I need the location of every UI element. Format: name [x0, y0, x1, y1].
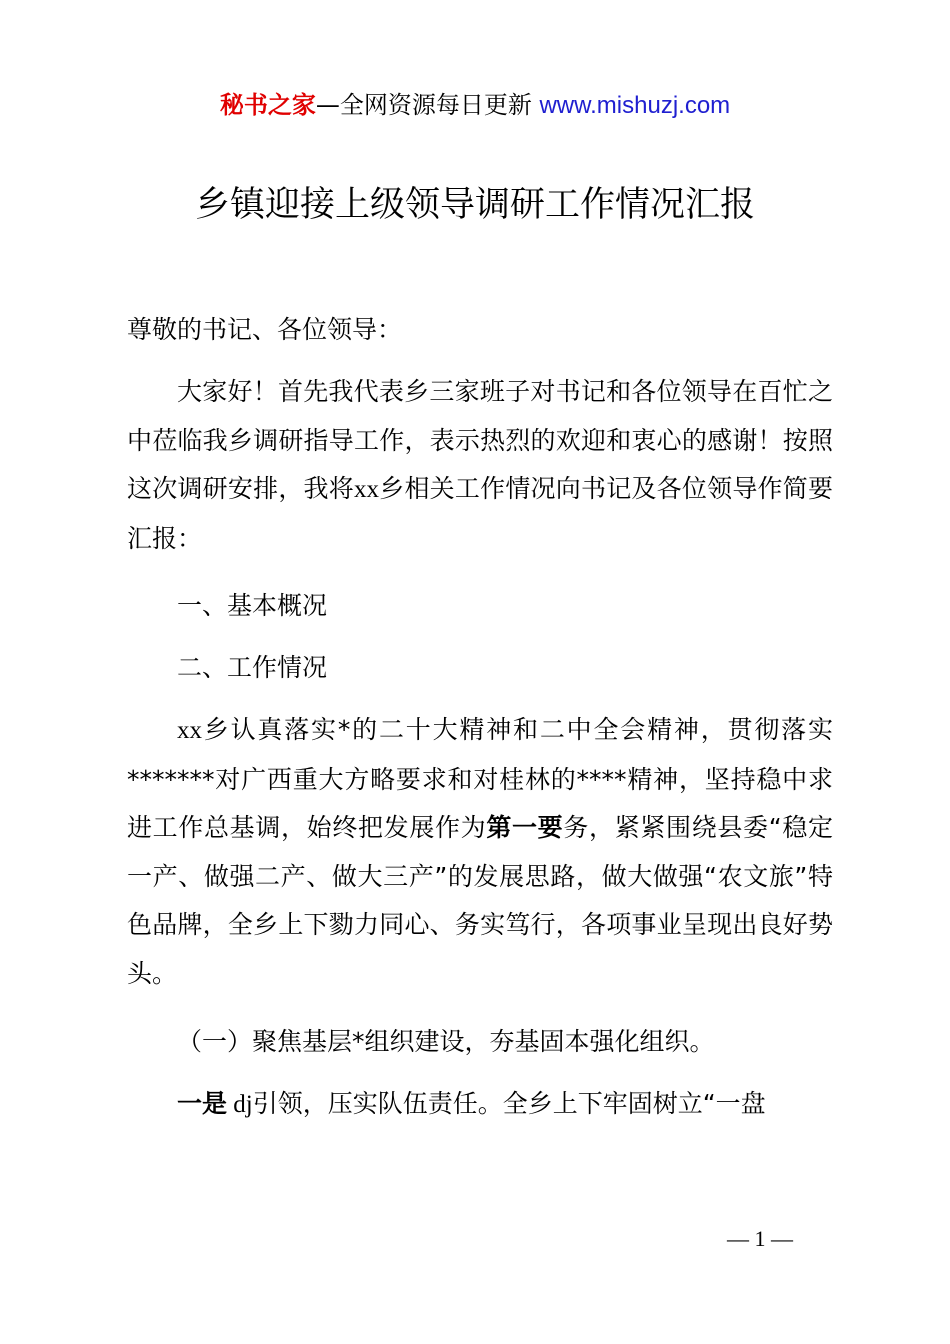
section-heading-work: 二、工作情况 [177, 653, 328, 682]
intro-place-placeholder: xx [354, 476, 379, 503]
document-title: 乡镇迎接上级领导调研工作情况汇报 [194, 185, 755, 225]
work-emphasis: 第一要 [486, 813, 564, 842]
intro-text-part-1: 大家好！首先我代表乡三家班子对书记和各位领导在百忙之中莅临我乡调研指导工作，表示热烈的欢迎和衷心的感谢！按照这次调研安排，我将 [127, 377, 833, 503]
page-number: — 1 — [727, 1226, 793, 1251]
subsection-heading: （一）聚焦基层*组织建设，夯基固本强化组织。 [177, 1027, 715, 1056]
header-banner [0, 88, 950, 123]
brand-name: 秘书之家 [219, 91, 316, 119]
section-heading-basic: 一、基本概况 [177, 591, 328, 620]
work-paragraph [127, 706, 833, 998]
salutation: 尊敬的书记、各位领导： [127, 315, 403, 344]
work-place-placeholder: xx [177, 717, 202, 744]
point-text: 引领，压实队伍责任。全乡上下牢固树立“一盘 [252, 1089, 766, 1118]
point-label: 一是 [177, 1089, 228, 1118]
header-slogan: —全网资源每日更新 [315, 91, 532, 119]
website-link[interactable]: www.mishuzj.com [539, 92, 731, 119]
point-paragraph [127, 1080, 833, 1130]
work-text-part-1: 乡认真落实*的二十大精神和二中全会精神，贯彻落实*******对广西重大方略要求和对桂林的****精神，坚持稳中求进工作总基调，始终把发展作为 [127, 715, 833, 842]
point-abbrev: dj [227, 1091, 253, 1118]
intro-paragraph [127, 368, 833, 563]
work-text-part-2: 务，紧紧围绕县委“稳定一产、做强二产、做大三产”的发展思路，做大做强“农文旅”特色品牌，全乡上下勠力同心、务实笃行，各项事业呈现出良好势头。 [127, 813, 833, 988]
intro-text-part-2: 乡相关工作情况向书记及各位领导作简要汇报： [127, 474, 833, 553]
